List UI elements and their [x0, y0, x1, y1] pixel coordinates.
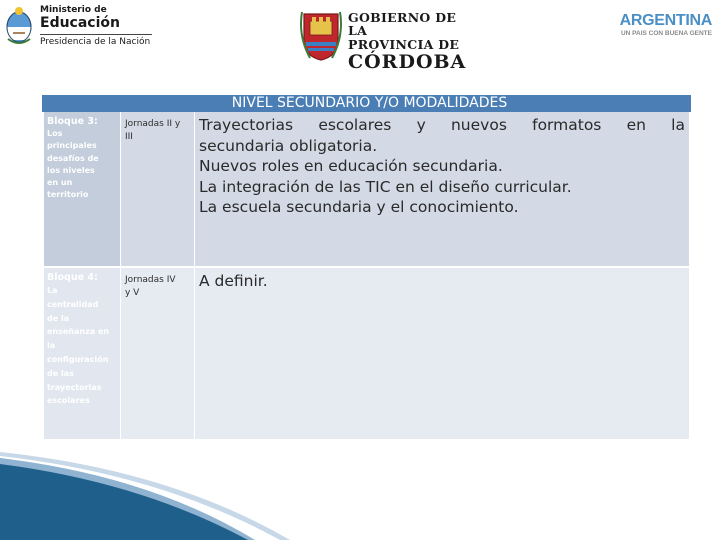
bloque-line: trayectorias	[47, 382, 102, 392]
jornadas-cell	[121, 268, 194, 439]
topic-line: Nuevos roles en educación secundaria.	[199, 157, 503, 175]
cordoba-shield-icon	[300, 10, 342, 62]
topic-word: y	[416, 116, 426, 134]
decorative-swoosh	[0, 440, 720, 540]
topic-word: la	[671, 116, 685, 134]
table-title: NIVEL SECUNDARIO Y/O MODALIDADES	[231, 95, 508, 111]
topic-line: A definir.	[199, 272, 268, 290]
argentina-line1: ARGENTINA	[619, 12, 712, 29]
gobierno-cordoba-logo	[300, 10, 470, 73]
table-header	[42, 95, 691, 112]
topic-word: escolares	[318, 116, 392, 134]
bloque-text	[47, 116, 117, 202]
program-table	[42, 95, 691, 439]
bloque-title: Bloque 3:	[47, 116, 98, 127]
table-row	[42, 268, 691, 439]
cordoba-line3: CÓRDOBA	[348, 50, 467, 73]
ministerio-line1: Ministerio de	[40, 5, 107, 15]
bloque-line: en un	[47, 178, 73, 188]
bloque-title: Bloque 4:	[47, 272, 98, 283]
argentina-line2: UN PAIS CON BUENA GENTE	[620, 30, 712, 37]
jornadas-line: Jornadas II y	[125, 119, 181, 129]
topic-line: secundaria obligatoria.	[199, 136, 378, 155]
bloque-line: la	[47, 341, 56, 351]
argentina-logo	[612, 13, 712, 38]
topics-list	[199, 115, 685, 218]
table-row	[42, 112, 691, 266]
bloque-text	[47, 272, 117, 408]
cordoba-line1: GOBIERNO DE LA	[348, 10, 457, 38]
topic-line	[199, 115, 685, 136]
jornadas-text	[125, 118, 190, 144]
ministerio-line2: Educación	[40, 15, 120, 31]
jornadas-text	[125, 274, 190, 300]
bloque-line: los niveles	[47, 165, 95, 175]
ministerio-educacion-logo	[4, 5, 154, 49]
jornadas-line: y V	[125, 288, 140, 298]
topic-word: nuevos	[450, 116, 507, 134]
topic-word: Trayectorias	[199, 116, 294, 134]
bloque-line: de las	[47, 368, 74, 378]
bloque-line: de la	[47, 313, 70, 323]
bloque-cell	[44, 112, 120, 266]
topic-line: La integración de las TIC en el diseño curricular.	[199, 177, 572, 196]
cordoba-line2: PROVINCIA DE	[348, 37, 460, 52]
jornadas-line: III	[125, 132, 133, 142]
topics-cell	[195, 268, 689, 439]
bloque-line: desafíos de	[47, 153, 99, 163]
bloque-line: centralidad	[47, 299, 99, 309]
jornadas-cell	[121, 112, 194, 266]
topic-word: formatos	[532, 116, 602, 134]
bloque-cell	[44, 268, 120, 439]
ministerio-line3: Presidencia de la Nación	[40, 34, 152, 47]
topic-word: en	[626, 116, 646, 134]
topic-line: La escuela secundaria y el conocimiento.	[199, 198, 519, 216]
bloque-line: La	[47, 286, 58, 295]
bloque-line: principales	[47, 141, 97, 151]
argentina-coat-of-arms-icon	[4, 5, 34, 47]
bloque-line: Los	[47, 129, 63, 138]
jornadas-line: Jornadas IV	[125, 275, 176, 285]
topics-cell	[195, 112, 689, 266]
bloque-line: territorio	[47, 190, 89, 200]
bloque-line: enseñanza en	[47, 327, 110, 337]
bloque-line: configuración	[47, 354, 109, 364]
bloque-line: escolares	[47, 396, 90, 406]
